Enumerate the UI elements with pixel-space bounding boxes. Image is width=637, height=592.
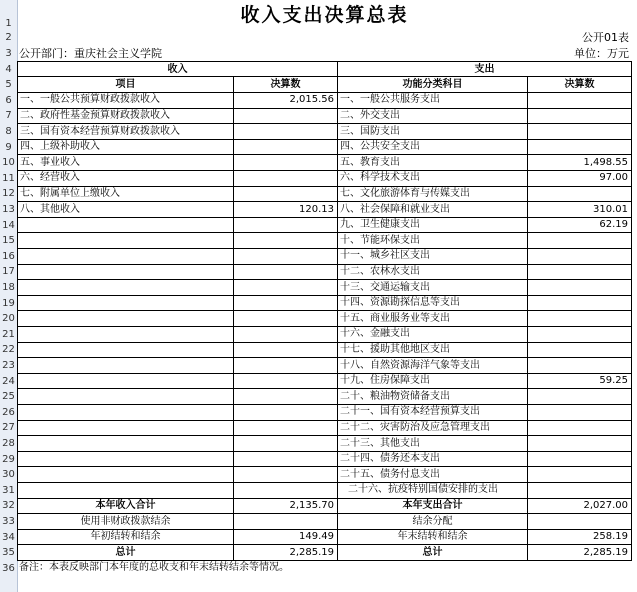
income-item-value[interactable] [234, 451, 338, 467]
row-number[interactable]: 15 [2, 235, 15, 247]
expense-item-label[interactable]: 十七、援助其他地区支出 [338, 342, 528, 358]
income-item-value[interactable] [234, 280, 338, 296]
income-item-value[interactable] [234, 389, 338, 405]
row-number[interactable]: 30 [2, 469, 15, 481]
row-number[interactable]: 28 [2, 437, 15, 449]
income-item-value[interactable] [234, 233, 338, 249]
expense-item-value[interactable] [528, 326, 632, 342]
expense-item-value[interactable]: 62.19 [528, 217, 632, 233]
income-item-value[interactable] [234, 170, 338, 186]
expense-item-value[interactable] [528, 139, 632, 155]
row-number[interactable]: 19 [2, 297, 15, 309]
income-item-label[interactable] [17, 451, 234, 467]
income-item-label[interactable]: 七、附属单位上缴收入 [17, 186, 234, 202]
expense-item-label[interactable]: 十九、住房保障支出 [338, 373, 528, 389]
expense-item-label[interactable]: 七、文化旅游体育与传媒支出 [338, 186, 528, 202]
summary-left-value[interactable]: 2,135.70 [234, 498, 338, 514]
summary-right-value[interactable]: 2,285.19 [528, 545, 632, 561]
income-item-value[interactable] [234, 108, 338, 124]
expense-item-value[interactable]: 59.25 [528, 373, 632, 389]
expense-item-value[interactable]: 97.00 [528, 170, 632, 186]
income-item-value[interactable] [234, 326, 338, 342]
expense-item-label[interactable]: 十一、城乡社区支出 [338, 248, 528, 264]
row-number[interactable]: 32 [2, 500, 15, 512]
expense-item-label[interactable]: 六、科学技术支出 [338, 170, 528, 186]
row-number[interactable]: 27 [2, 422, 15, 434]
expense-item-value[interactable]: 310.01 [528, 202, 632, 218]
expense-item-label[interactable]: 二十、粮油物资储备支出 [338, 389, 528, 405]
row-number[interactable]: 34 [2, 531, 15, 543]
income-item-value[interactable] [234, 436, 338, 452]
row-number[interactable]: 18 [2, 281, 15, 293]
expense-item-label[interactable]: 四、公共安全支出 [338, 139, 528, 155]
expense-item-value[interactable] [528, 295, 632, 311]
income-item-value[interactable] [234, 467, 338, 483]
summary-left-value[interactable]: 2,285.19 [234, 545, 338, 561]
income-item-value[interactable] [234, 264, 338, 280]
income-item-value[interactable] [234, 186, 338, 202]
expense-item-label[interactable]: 二十四、债务还本支出 [338, 451, 528, 467]
expense-item-value[interactable] [528, 233, 632, 249]
income-item-label[interactable] [17, 436, 234, 452]
summary-left-label[interactable]: 本年收入合计 [17, 498, 234, 514]
summary-left-value[interactable]: 149.49 [234, 529, 338, 545]
income-item-value[interactable] [234, 139, 338, 155]
income-item-value[interactable] [234, 358, 338, 374]
row-number[interactable]: 22 [2, 344, 15, 356]
expense-item-value[interactable]: 1,498.55 [528, 155, 632, 171]
income-item-label[interactable] [17, 280, 234, 296]
income-item-label[interactable]: 二、政府性基金预算财政拨款收入 [17, 108, 234, 124]
income-item-label[interactable] [17, 264, 234, 280]
column-header-amount[interactable]: 决算数 [234, 77, 338, 93]
income-item-value[interactable] [234, 295, 338, 311]
unit-label[interactable]: 单位：万元 [574, 46, 629, 60]
summary-right-label[interactable]: 总计 [338, 545, 528, 561]
expense-item-label[interactable]: 十三、交通运输支出 [338, 280, 528, 296]
expense-item-label[interactable]: 十二、农林水支出 [338, 264, 528, 280]
expense-item-value[interactable] [528, 186, 632, 202]
table-note[interactable]: 备注：本表反映部门本年度的总收支和年末结转结余等情况。 [19, 562, 289, 574]
expense-item-value[interactable] [528, 358, 632, 374]
expense-item-value[interactable] [528, 436, 632, 452]
income-item-label[interactable] [17, 311, 234, 327]
income-item-label[interactable]: 五、事业收入 [17, 155, 234, 171]
expense-item-label[interactable]: 二十二、灾害防治及应急管理支出 [338, 420, 528, 436]
expense-item-label[interactable]: 五、教育支出 [338, 155, 528, 171]
row-number[interactable]: 14 [2, 219, 15, 231]
page-title[interactable]: 收入支出决算总表 [240, 4, 409, 26]
row-number[interactable]: 12 [2, 188, 15, 200]
expense-item-value[interactable] [528, 420, 632, 436]
income-item-value[interactable] [234, 420, 338, 436]
row-number[interactable]: 6 [5, 94, 12, 106]
expense-item-value[interactable] [528, 404, 632, 420]
summary-left-value[interactable] [234, 514, 338, 530]
expense-section-header[interactable]: 支出 [338, 61, 632, 77]
expense-item-value[interactable] [528, 467, 632, 483]
row-number[interactable]: 9 [5, 141, 12, 153]
expense-item-value[interactable] [528, 92, 632, 108]
expense-item-value[interactable] [528, 389, 632, 405]
row-number[interactable]: 31 [2, 484, 15, 496]
row-number[interactable]: 20 [2, 313, 15, 325]
income-item-label[interactable]: 八、其他收入 [17, 202, 234, 218]
row-number[interactable]: 35 [2, 547, 15, 559]
row-number[interactable]: 24 [2, 375, 15, 387]
income-item-label[interactable]: 六、经营收入 [17, 170, 234, 186]
summary-left-label[interactable]: 使用非财政拨款结余 [17, 514, 234, 530]
income-item-label[interactable] [17, 248, 234, 264]
income-item-label[interactable] [17, 420, 234, 436]
expense-item-value[interactable] [528, 280, 632, 296]
expense-item-label[interactable]: 十六、金融支出 [338, 326, 528, 342]
expense-item-label[interactable]: 十八、自然资源海洋气象等支出 [338, 358, 528, 374]
summary-right-value[interactable] [528, 514, 632, 530]
income-section-header[interactable]: 收入 [17, 61, 338, 77]
income-item-label[interactable] [17, 295, 234, 311]
column-header-function[interactable]: 功能分类科目 [338, 77, 528, 93]
row-number[interactable]: 17 [2, 266, 15, 278]
row-number[interactable]: 11 [2, 172, 15, 184]
row-number[interactable]: 1 [5, 17, 12, 29]
income-item-label[interactable]: 一、一般公共预算财政拨款收入 [17, 92, 234, 108]
expense-item-label[interactable]: 二十五、债务付息支出 [338, 467, 528, 483]
row-number[interactable]: 25 [2, 391, 15, 403]
summary-right-label[interactable]: 结余分配 [338, 514, 528, 530]
income-item-value[interactable] [234, 248, 338, 264]
row-number[interactable]: 13 [2, 203, 15, 215]
income-item-label[interactable]: 四、上级补助收入 [17, 139, 234, 155]
row-number[interactable]: 21 [2, 328, 15, 340]
income-item-value[interactable] [234, 404, 338, 420]
expense-item-value[interactable] [528, 451, 632, 467]
row-number[interactable]: 7 [5, 110, 12, 122]
expense-item-label[interactable]: 十五、商业服务业等支出 [338, 311, 528, 327]
income-item-label[interactable] [17, 233, 234, 249]
row-number[interactable]: 26 [2, 406, 15, 418]
expense-item-value[interactable] [528, 311, 632, 327]
expense-item-value[interactable] [528, 342, 632, 358]
row-number[interactable]: 29 [2, 453, 15, 465]
expense-item-value[interactable] [528, 248, 632, 264]
expense-item-label[interactable]: 十四、资源勘探信息等支出 [338, 295, 528, 311]
income-item-value[interactable] [234, 155, 338, 171]
column-header-amount[interactable]: 决算数 [528, 77, 632, 93]
income-item-label[interactable] [17, 404, 234, 420]
summary-left-label[interactable]: 年初结转和结余 [17, 529, 234, 545]
income-item-label[interactable]: 三、国有资本经营预算财政拨款收入 [17, 124, 234, 140]
expense-item-label[interactable]: 二十三、其他支出 [338, 436, 528, 452]
row-number[interactable]: 33 [2, 515, 15, 527]
income-item-value[interactable]: 2,015.56 [234, 92, 338, 108]
row-number[interactable]: 2 [5, 32, 12, 44]
summary-right-label[interactable]: 年末结转和结余 [338, 529, 528, 545]
department-label[interactable]: 公开部门：重庆社会主义学院 [19, 46, 162, 60]
expense-item-label[interactable]: 九、卫生健康支出 [338, 217, 528, 233]
income-item-label[interactable] [17, 467, 234, 483]
expense-item-value[interactable] [528, 124, 632, 140]
row-number[interactable]: 23 [2, 359, 15, 371]
income-item-label[interactable] [17, 326, 234, 342]
income-item-value[interactable]: 120.13 [234, 202, 338, 218]
income-item-label[interactable] [17, 358, 234, 374]
income-item-value[interactable] [234, 373, 338, 389]
row-number[interactable]: 5 [5, 79, 12, 91]
income-item-label[interactable] [17, 217, 234, 233]
expense-item-label[interactable]: 二十一、国有资本经营预算支出 [338, 404, 528, 420]
income-item-label[interactable] [17, 482, 234, 498]
expense-item-value[interactable] [528, 108, 632, 124]
summary-right-label[interactable]: 本年支出合计 [338, 498, 528, 514]
income-item-value[interactable] [234, 217, 338, 233]
column-header-item[interactable]: 项目 [17, 77, 234, 93]
expense-item-label[interactable]: 三、国防支出 [338, 124, 528, 140]
expense-item-label[interactable]: 一、一般公共服务支出 [338, 92, 528, 108]
form-number[interactable]: 公开01表 [582, 31, 629, 44]
summary-right-value[interactable]: 258.19 [528, 529, 632, 545]
summary-left-label[interactable]: 总计 [17, 545, 234, 561]
expense-item-label[interactable]: 二、外交支出 [338, 108, 528, 124]
income-item-value[interactable] [234, 482, 338, 498]
row-number[interactable]: 16 [2, 250, 15, 262]
row-number[interactable]: 10 [2, 157, 15, 169]
expense-item-value[interactable] [528, 482, 632, 498]
row-number[interactable]: 8 [5, 125, 12, 137]
summary-right-value[interactable]: 2,027.00 [528, 498, 632, 514]
income-item-label[interactable] [17, 373, 234, 389]
row-number[interactable]: 36 [2, 562, 15, 574]
expense-item-value[interactable] [528, 264, 632, 280]
income-item-value[interactable] [234, 124, 338, 140]
income-item-label[interactable] [17, 389, 234, 405]
row-number[interactable]: 4 [5, 63, 12, 75]
income-item-value[interactable] [234, 311, 338, 327]
income-item-label[interactable] [17, 342, 234, 358]
expense-item-label[interactable]: 八、社会保障和就业支出 [338, 202, 528, 218]
expense-item-label[interactable]: 十、节能环保支出 [338, 233, 528, 249]
row-number[interactable]: 3 [5, 47, 12, 59]
expense-item-label[interactable]: 二十六、抗疫特别国债安排的支出 [338, 482, 528, 498]
income-item-value[interactable] [234, 342, 338, 358]
